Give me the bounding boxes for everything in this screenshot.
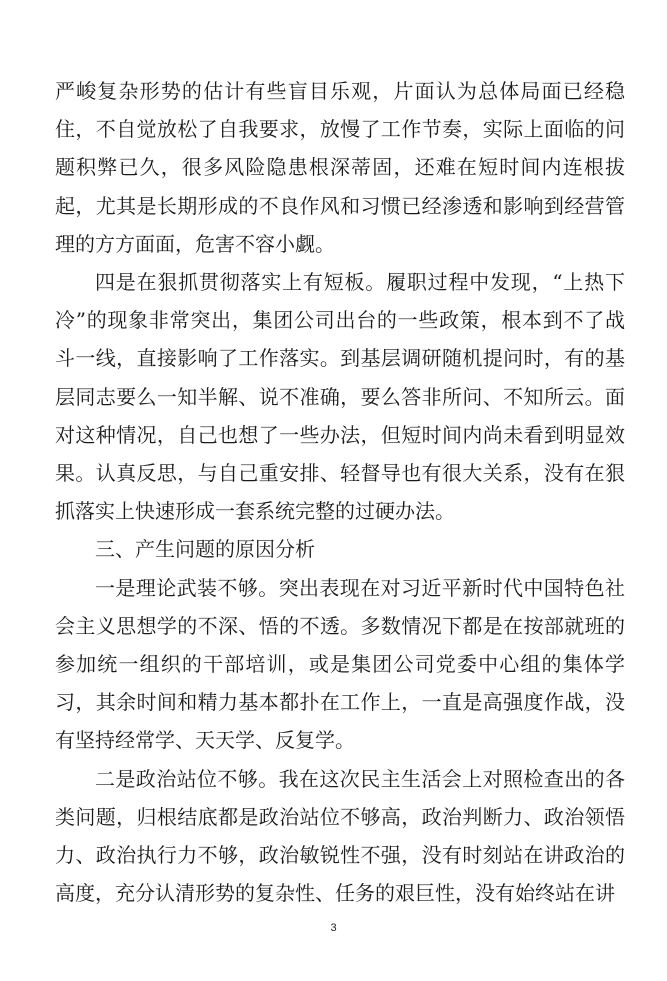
paragraph-point-four: 四是在狠抓贯彻落实上有短板。履职过程中发现，“上热下冷”的现象非常突出，集团公司出台的一些政策，根本到不了战斗一线，直接影响了工作落实。到基层调研随机提问时，有的基层同志要么一知半解、说不准确，要么答非所问、不知所云。面对这种情况，自己也想了一些办法，但短时间内尚未看到明显效果。认真反思，与自己重安排、轻督导也有很大关系，没有在狠抓落实上快速形成一套系统完整的过硬办法。 bbox=[55, 270, 625, 524]
page-number: 3 bbox=[330, 922, 337, 934]
section-heading-cause-analysis: 三、产生问题的原因分析 bbox=[95, 537, 315, 562]
paragraph-continuation: 严峻复杂形势的估计有些盲目乐观，片面认为总体局面已经稳住，不自觉放松了自我要求，放慢了工作节奏，实际上面临的问题积弊已久，很多风险隐患根深蒂固，还难在短时间内连根拔起，尤其是长期形成的不良作风和习惯已经渗透和影响到经营管理的方方面面，危害不容小觑。 bbox=[55, 79, 625, 256]
document-body bbox=[55, 72, 625, 912]
paragraph-point-one: 一是理论武装不够。突出表现在对习近平新时代中国特色社会主义思想学的不深、悟的不透。多数情况下都是在按部就班的参加统一组织的干部培训，或是集团公司党委中心组的集体学习，其余时间和精力基本都扑在工作上，一直是高强度作战，没有坚持经常学、天天学、反复学。 bbox=[55, 575, 625, 753]
paragraph-point-two: 二是政治站位不够。我在这次民主生活会上对照检查出的各类问题，归根结底都是政治站位不够高，政治判断力、政治领悟力、政治执行力不够，政治敏锐性不强，没有时刻站在讲政治的高度，充分认清形势的复杂性、任务的艰巨性，没有始终站在讲 bbox=[55, 766, 625, 906]
